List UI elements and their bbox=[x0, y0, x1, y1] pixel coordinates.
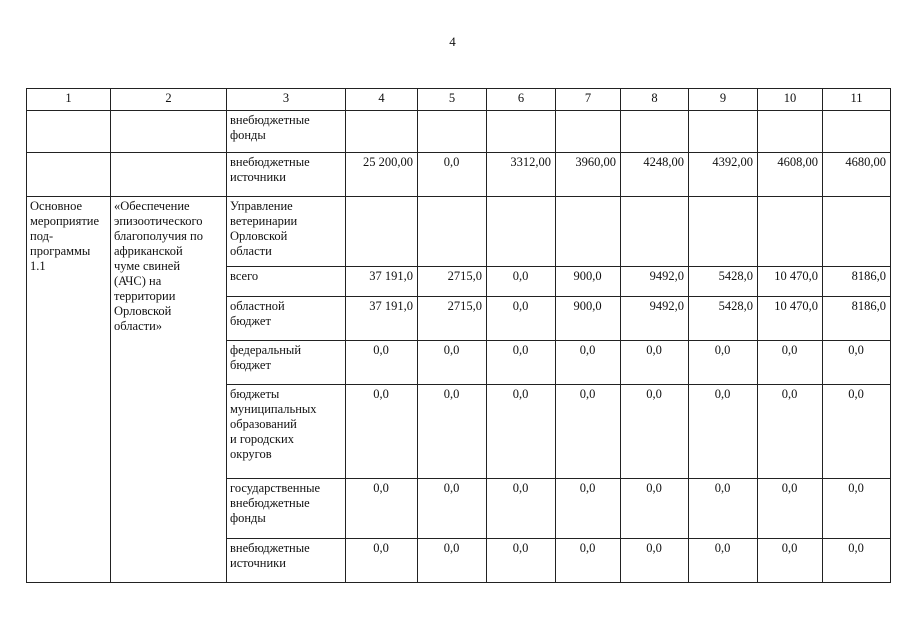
value-cell: 0,0 bbox=[689, 385, 758, 479]
header-cell: 9 bbox=[689, 89, 758, 111]
header-row bbox=[27, 89, 891, 111]
value-cell: 0,0 bbox=[621, 479, 689, 539]
value-cell: 4680,00 bbox=[823, 153, 891, 197]
value-cell: 8186,0 bbox=[823, 267, 891, 297]
activity-title-cell: «Обеспечение эпизоотического благополучия по африканской чуме свиней (АЧС) на территории Орловской области» bbox=[111, 197, 227, 583]
funding-source-cell: областной бюджет bbox=[227, 297, 346, 341]
funding-source-cell: внебюджетные источники bbox=[227, 539, 346, 583]
header-cell: 5 bbox=[418, 89, 487, 111]
value-cell bbox=[346, 197, 418, 267]
header-cell: 11 bbox=[823, 89, 891, 111]
header-cell: 2 bbox=[111, 89, 227, 111]
value-cell bbox=[418, 111, 487, 153]
value-cell: 10 470,0 bbox=[758, 267, 823, 297]
funding-source-cell: всего bbox=[227, 267, 346, 297]
value-cell: 0,0 bbox=[621, 341, 689, 385]
value-cell bbox=[621, 111, 689, 153]
value-cell: 4608,00 bbox=[758, 153, 823, 197]
activity-title-cell bbox=[111, 153, 227, 197]
header-cell: 8 bbox=[621, 89, 689, 111]
value-cell: 0,0 bbox=[487, 385, 556, 479]
funding-source-cell: внебюджетные источники bbox=[227, 153, 346, 197]
value-cell bbox=[758, 197, 823, 267]
value-cell: 3960,00 bbox=[556, 153, 621, 197]
activity-title-cell bbox=[111, 111, 227, 153]
table-row bbox=[27, 153, 891, 197]
value-cell: 0,0 bbox=[689, 341, 758, 385]
value-cell: 4248,00 bbox=[621, 153, 689, 197]
page-number: 4 bbox=[449, 34, 456, 49]
value-cell: 5428,0 bbox=[689, 267, 758, 297]
value-cell: 0,0 bbox=[758, 385, 823, 479]
value-cell: 0,0 bbox=[487, 297, 556, 341]
value-cell: 8186,0 bbox=[823, 297, 891, 341]
value-cell: 9492,0 bbox=[621, 267, 689, 297]
budget-table bbox=[26, 88, 891, 583]
value-cell: 4392,00 bbox=[689, 153, 758, 197]
value-cell bbox=[823, 197, 891, 267]
value-cell bbox=[418, 197, 487, 267]
header-cell: 1 bbox=[27, 89, 111, 111]
activity-name-cell: Основное мероприятие под- программы 1.1 bbox=[27, 197, 111, 583]
value-cell: 3312,00 bbox=[487, 153, 556, 197]
value-cell: 0,0 bbox=[823, 385, 891, 479]
activity-name-cell bbox=[27, 153, 111, 197]
value-cell: 37 191,0 bbox=[346, 267, 418, 297]
value-cell: 5428,0 bbox=[689, 297, 758, 341]
funding-source-cell: государственные внебюджетные фонды bbox=[227, 479, 346, 539]
header-cell: 10 bbox=[758, 89, 823, 111]
value-cell: 37 191,0 bbox=[346, 297, 418, 341]
funding-source-cell: Управление ветеринарии Орловской области bbox=[227, 197, 346, 267]
value-cell bbox=[823, 111, 891, 153]
value-cell bbox=[487, 111, 556, 153]
value-cell: 0,0 bbox=[346, 341, 418, 385]
value-cell: 0,0 bbox=[758, 539, 823, 583]
value-cell bbox=[556, 111, 621, 153]
value-cell: 900,0 bbox=[556, 267, 621, 297]
header-cell: 6 bbox=[487, 89, 556, 111]
value-cell: 2715,0 bbox=[418, 297, 487, 341]
value-cell bbox=[346, 111, 418, 153]
value-cell: 0,0 bbox=[487, 479, 556, 539]
value-cell: 0,0 bbox=[823, 479, 891, 539]
value-cell bbox=[689, 111, 758, 153]
value-cell: 0,0 bbox=[621, 539, 689, 583]
value-cell: 0,0 bbox=[346, 479, 418, 539]
value-cell: 0,0 bbox=[487, 267, 556, 297]
value-cell: 0,0 bbox=[346, 385, 418, 479]
value-cell: 0,0 bbox=[487, 341, 556, 385]
value-cell: 0,0 bbox=[689, 539, 758, 583]
activity-name-cell bbox=[27, 111, 111, 153]
value-cell: 900,0 bbox=[556, 297, 621, 341]
value-cell: 0,0 bbox=[418, 539, 487, 583]
table-row bbox=[27, 197, 891, 267]
value-cell: 0,0 bbox=[556, 341, 621, 385]
table-row bbox=[27, 111, 891, 153]
value-cell: 10 470,0 bbox=[758, 297, 823, 341]
value-cell bbox=[487, 197, 556, 267]
value-cell: 0,0 bbox=[556, 479, 621, 539]
value-cell: 0,0 bbox=[621, 385, 689, 479]
value-cell bbox=[621, 197, 689, 267]
value-cell: 0,0 bbox=[418, 153, 487, 197]
value-cell: 0,0 bbox=[418, 341, 487, 385]
value-cell: 0,0 bbox=[823, 539, 891, 583]
value-cell: 0,0 bbox=[487, 539, 556, 583]
funding-source-cell: бюджеты муниципальных образований и городских округов bbox=[227, 385, 346, 479]
value-cell: 0,0 bbox=[689, 479, 758, 539]
value-cell: 0,0 bbox=[418, 385, 487, 479]
value-cell: 0,0 bbox=[758, 479, 823, 539]
value-cell: 0,0 bbox=[556, 385, 621, 479]
value-cell bbox=[689, 197, 758, 267]
funding-source-cell: федеральный бюджет bbox=[227, 341, 346, 385]
value-cell: 0,0 bbox=[346, 539, 418, 583]
value-cell: 0,0 bbox=[556, 539, 621, 583]
value-cell: 25 200,00 bbox=[346, 153, 418, 197]
funding-source-cell: внебюджетные фонды bbox=[227, 111, 346, 153]
value-cell: 2715,0 bbox=[418, 267, 487, 297]
header-cell: 4 bbox=[346, 89, 418, 111]
header-cell: 3 bbox=[227, 89, 346, 111]
value-cell bbox=[556, 197, 621, 267]
value-cell bbox=[758, 111, 823, 153]
header-cell: 7 bbox=[556, 89, 621, 111]
value-cell: 0,0 bbox=[823, 341, 891, 385]
value-cell: 0,0 bbox=[758, 341, 823, 385]
value-cell: 0,0 bbox=[418, 479, 487, 539]
value-cell: 9492,0 bbox=[621, 297, 689, 341]
